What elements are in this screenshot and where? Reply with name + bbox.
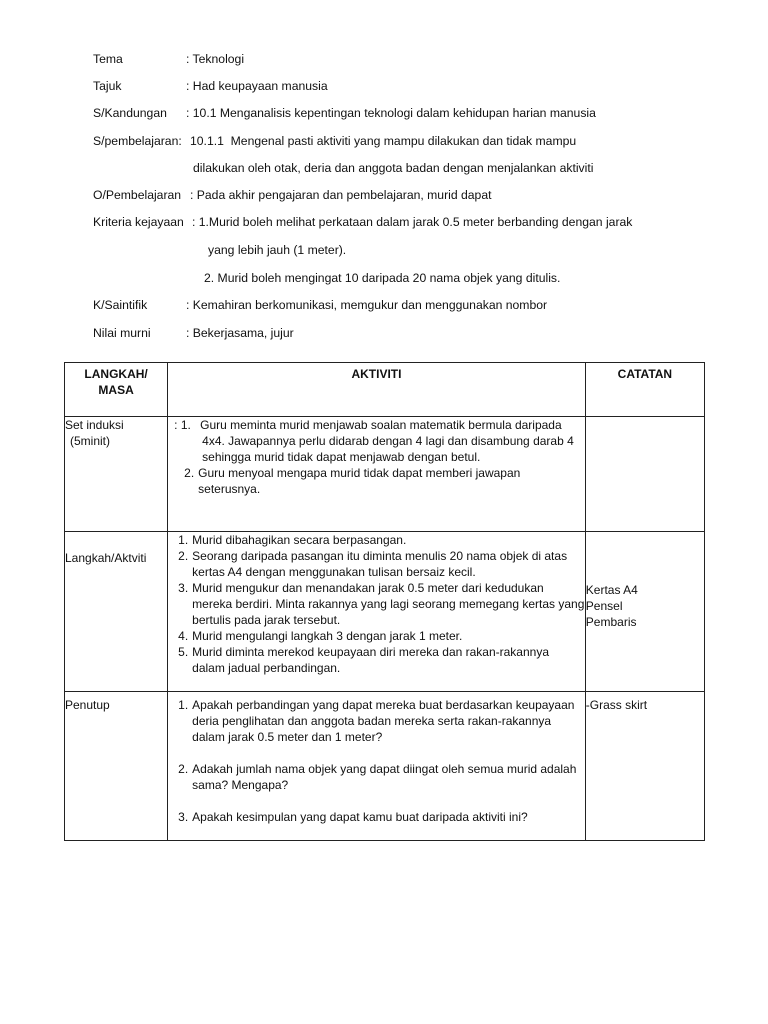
activity-cell xyxy=(168,692,586,841)
activity-list xyxy=(174,417,585,497)
nilai-value: : Bekerjasama, jujur xyxy=(186,326,294,340)
tema-value: : Teknologi xyxy=(186,52,245,66)
step-label: Langkah/Aktviti xyxy=(65,551,147,565)
list-item: 1. Murid dibahagikan secara berpasangan. xyxy=(178,533,407,547)
lesson-plan-table xyxy=(64,362,705,841)
step-cell xyxy=(65,417,168,532)
list-item: : 1. Guru meminta murid menjawab soalan matematik bermula daripada 4x4. Jawapannya perlu didarab dengan 4 lagi dan disambung darab 4 sehingga murid tidak dapat menjawab dengan betul. xyxy=(174,418,574,464)
kandungan-label: S/Kandungan xyxy=(93,106,167,120)
list-item: 1. Apakah perbandingan yang dapat mereka buat berdasarkan keupayaan deria penglihatan dan anggota badan mereka serta rakan-rakannya dalam jarak 0.5 meter dan 1 meter? xyxy=(178,698,575,744)
list-item: 2. Adakah jumlah nama objek yang dapat diingat oleh semua murid adalah sama? Mengapa? xyxy=(178,762,577,792)
kriteria-value-1-cont: yang lebih jauh (1 meter). xyxy=(208,243,347,257)
kriteria-label: Kriteria kejayaan xyxy=(93,215,184,229)
tajuk-value: : Had keupayaan manusia xyxy=(186,79,328,93)
pembelajaran-value-cont: dilakukan oleh otak, deria dan anggota badan dengan menjalankan aktiviti xyxy=(193,161,594,175)
list-item: 2. Guru menyoal mengapa murid tidak dapat memberi jawapan seterusnya. xyxy=(184,466,521,496)
note-item: Pensel xyxy=(585,599,623,613)
list-item: 4. Murid mengulangi langkah 3 dengan jarak 1 meter. xyxy=(178,629,463,643)
header-catatan: CATATAN xyxy=(585,363,704,417)
step-time: (5minit) xyxy=(70,434,111,448)
step-label: Penutup xyxy=(65,698,110,712)
pembelajaran-label: S/pembelajaran: xyxy=(93,134,182,148)
tajuk-label: Tajuk xyxy=(93,79,122,93)
notes-cell xyxy=(585,417,704,532)
step-label: Set induksi xyxy=(65,418,124,432)
saintifik-value: : Kemahiran berkomunikasi, memgukur dan menggunakan nombor xyxy=(186,298,548,312)
list-item: 2. Seorang daripada pasangan itu diminta menulis 20 nama objek di atas kertas A4 dengan menggunakan tulisan bersaiz kecil. xyxy=(178,549,568,579)
list-item: 3. Apakah kesimpulan yang dapat kamu buat daripada aktiviti ini? xyxy=(178,810,528,824)
kriteria-value-2: 2. Murid boleh mengingat 10 daripada 20 nama objek yang ditulis. xyxy=(204,271,561,285)
pembelajaran-value: 10.1.1 Mengenal pasti aktiviti yang mampu dilakukan dan tidak mampu xyxy=(190,134,577,148)
header-langkah: LANGKAH/ MASA xyxy=(65,363,168,417)
note-item: -Grass skirt xyxy=(585,698,648,712)
step-cell xyxy=(65,532,168,692)
kandungan-value: : 10.1 Menganalisis kepentingan teknologi dalam kehidupan harian manusia xyxy=(186,106,596,120)
notes-cell xyxy=(585,532,704,692)
note-item: Pembaris xyxy=(585,615,637,629)
list-item: 3. Murid mengukur dan menandakan jarak 0.5 meter dari kedudukan mereka berdiri. Minta rakannya yang lagi seorang memegang kertas yang bertulis pada jarak tersebut. xyxy=(178,581,585,627)
nilai-label: Nilai murni xyxy=(93,326,151,340)
kriteria-value-1: : 1.Murid boleh melihat perkataan dalam jarak 0.5 meter berbanding dengan jarak xyxy=(192,215,633,229)
step-cell xyxy=(65,692,168,841)
activity-cell xyxy=(168,417,586,532)
table-row xyxy=(65,417,705,532)
table-row xyxy=(65,532,705,692)
header-aktiviti: AKTIVITI xyxy=(168,363,586,417)
objektif-label: O/Pembelajaran xyxy=(93,188,182,202)
table-row xyxy=(65,692,705,841)
saintifik-label: K/Saintifik xyxy=(93,298,148,312)
note-item: Kertas A4 xyxy=(585,583,638,597)
list-item: 5. Murid diminta merekod keupayaan diri mereka dan rakan-rakannya dalam jadual perbandingan. xyxy=(178,645,550,675)
activity-cell xyxy=(168,532,586,692)
tema-label: Tema xyxy=(93,52,123,66)
table-header-row xyxy=(65,363,705,417)
notes-cell xyxy=(585,692,704,841)
activity-list xyxy=(168,532,585,676)
activity-list xyxy=(168,697,585,825)
objektif-value: : Pada akhir pengajaran dan pembelajaran, murid dapat xyxy=(190,188,492,202)
